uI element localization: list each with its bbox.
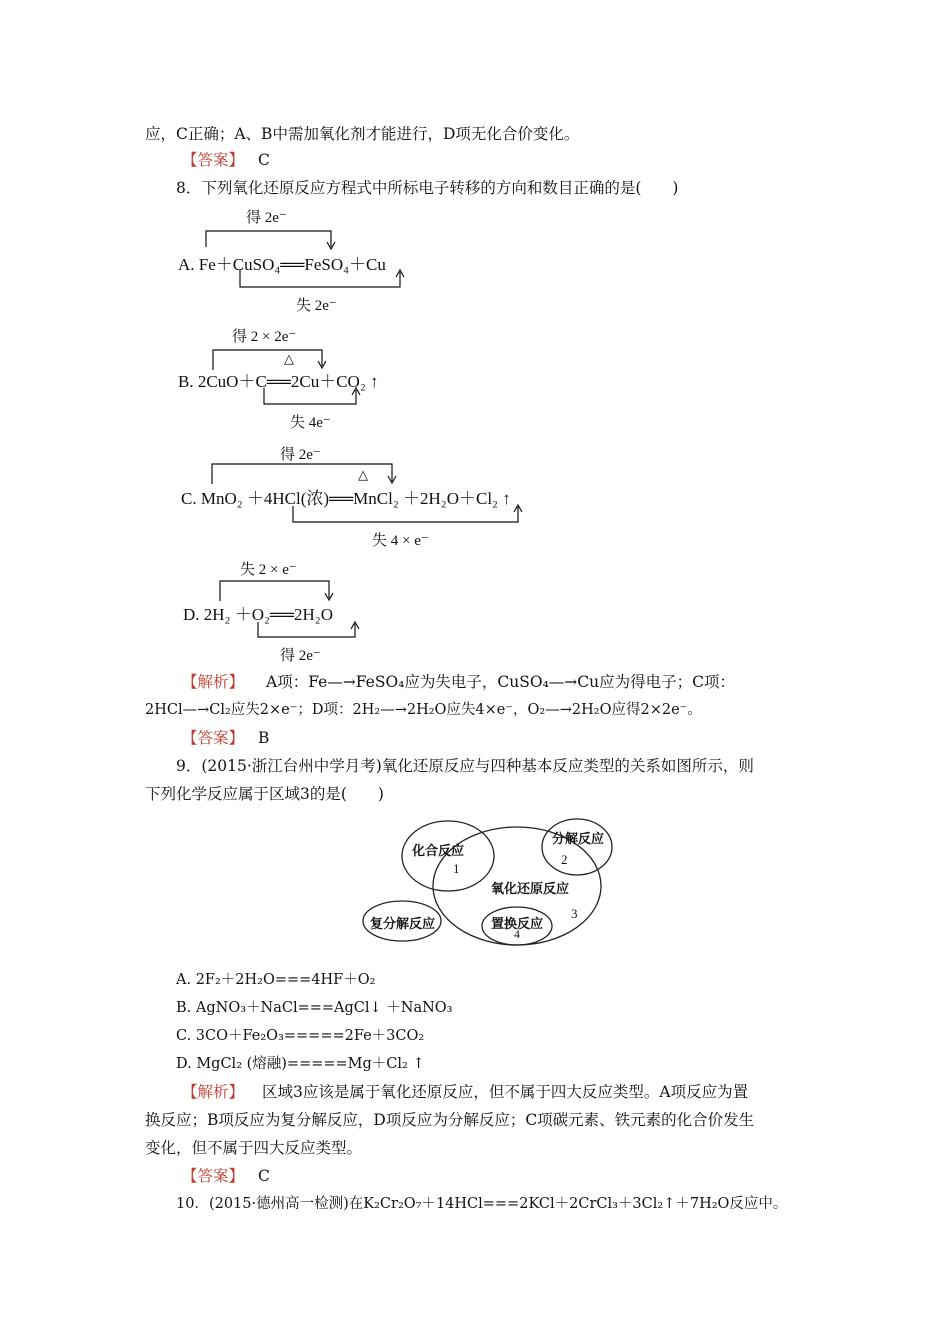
venn-label-region-2: 2 xyxy=(561,852,568,867)
eqB-heat-symbol: △ xyxy=(284,351,294,366)
venn-label-region-4: 4 xyxy=(514,927,520,941)
eqC-heat-symbol: △ xyxy=(358,467,368,482)
answer-value: C xyxy=(258,151,270,169)
text-line: 应，C正确；A、B中需加氧化剂才能进行，D项无化合价变化。 xyxy=(145,125,580,143)
explanation-text: 2HCl—→Cl₂应失2×e⁻；D项：2H₂—→2H₂O应失4×e⁻，O₂—→2H₂O应得2×2e⁻。 xyxy=(145,702,702,718)
venn-label-decomposition: 分解反应 xyxy=(552,831,605,846)
explanation-line xyxy=(182,1082,748,1102)
option-c: C. 3CO＋Fe₂O₃=====2Fe＋3CO₂ xyxy=(176,1028,425,1044)
eqC-loss-label: 失 4 × e⁻ xyxy=(372,533,429,549)
question-8: 8．下列氧化还原反应方程式中所标电子转移的方向和数目正确的是( ) xyxy=(176,179,679,197)
explanation-tag: 【解析】 xyxy=(182,1083,245,1101)
venn-label-region-1: 1 xyxy=(453,861,460,876)
eqC-equation: C. MnO₂ ＋4HCl(浓)══MnCl₂ ＋2H₂O＋Cl₂ ↑ xyxy=(181,489,511,508)
venn-label-double-displacement: 复分解反应 xyxy=(370,916,436,931)
question-9-cont: 下列化学反应属于区域3的是( ) xyxy=(145,785,384,803)
eqA-equation: A. Fe＋CuSO₄══FeSO₄＋Cu xyxy=(178,255,386,274)
eqA-gain-label: 得 2e⁻ xyxy=(246,210,287,226)
explanation-text: 区域3应该是属于氧化还原反应，但不属于四大反应类型。A项反应为置 xyxy=(262,1083,749,1101)
venn-label-combination: 化合反应 xyxy=(412,843,465,858)
question-9: 9．(2015·浙江台州中学月考)氧化还原反应与四种基本反应类型的关系如图所示，则 xyxy=(176,757,754,775)
eqB-loss-label: 失 4e⁻ xyxy=(290,415,331,431)
venn-label-displacement: 置换反应 xyxy=(491,916,544,931)
eqC-gain-label: 得 2e⁻ xyxy=(280,447,321,463)
option-a: A. 2F₂＋2H₂O===4HF＋O₂ xyxy=(176,972,376,988)
answer-tag: 【答案】 xyxy=(182,151,245,169)
explanation-text: A项：Fe—→FeSO₄应为失电子，CuSO₄—→Cu应为得电子；C项： xyxy=(266,673,735,691)
answer-tag: 【答案】 xyxy=(182,1167,245,1185)
answer-tag: 【答案】 xyxy=(182,729,245,747)
option-b: B. AgNO₃＋NaCl===AgCl↓ ＋NaNO₃ xyxy=(176,1000,453,1016)
eqD-gain-label: 得 2e⁻ xyxy=(280,648,321,664)
eqB-equation: B. 2CuO＋C══2Cu＋CO₂ ↑ xyxy=(178,372,379,391)
eqD-loss-label: 失 2 × e⁻ xyxy=(240,562,297,578)
explanation-text: 变化，但不属于四大反应类型。 xyxy=(145,1139,363,1157)
answer-value: B xyxy=(258,729,270,747)
option-d: D. MgCl₂ (熔融)=====Mg＋Cl₂ ↑ xyxy=(176,1056,425,1072)
eqD-equation: D. 2H₂ ＋O₂══2H₂O xyxy=(183,605,334,624)
answer-line xyxy=(182,1166,270,1186)
venn-label-redox: 氧化还原反应 xyxy=(491,881,570,896)
venn-label-region-3: 3 xyxy=(571,906,578,921)
explanation-tag: 【解析】 xyxy=(182,673,245,691)
explanation-text: 换反应；B项反应为复分解反应，D项反应为分解反应；C项碳元素、铁元素的化合价发生 xyxy=(145,1111,755,1129)
answer-value: C xyxy=(258,1167,270,1185)
eqB-gain-label: 得 2 × 2e⁻ xyxy=(232,329,297,345)
eqA-loss-label: 失 2e⁻ xyxy=(296,298,337,314)
question-10: 10．(2015·德州高一检测)在K₂Cr₂O₇＋14HCl===2KCl＋2CrCl₃＋3Cl₂↑＋7H₂O反应中。 xyxy=(176,1196,788,1212)
